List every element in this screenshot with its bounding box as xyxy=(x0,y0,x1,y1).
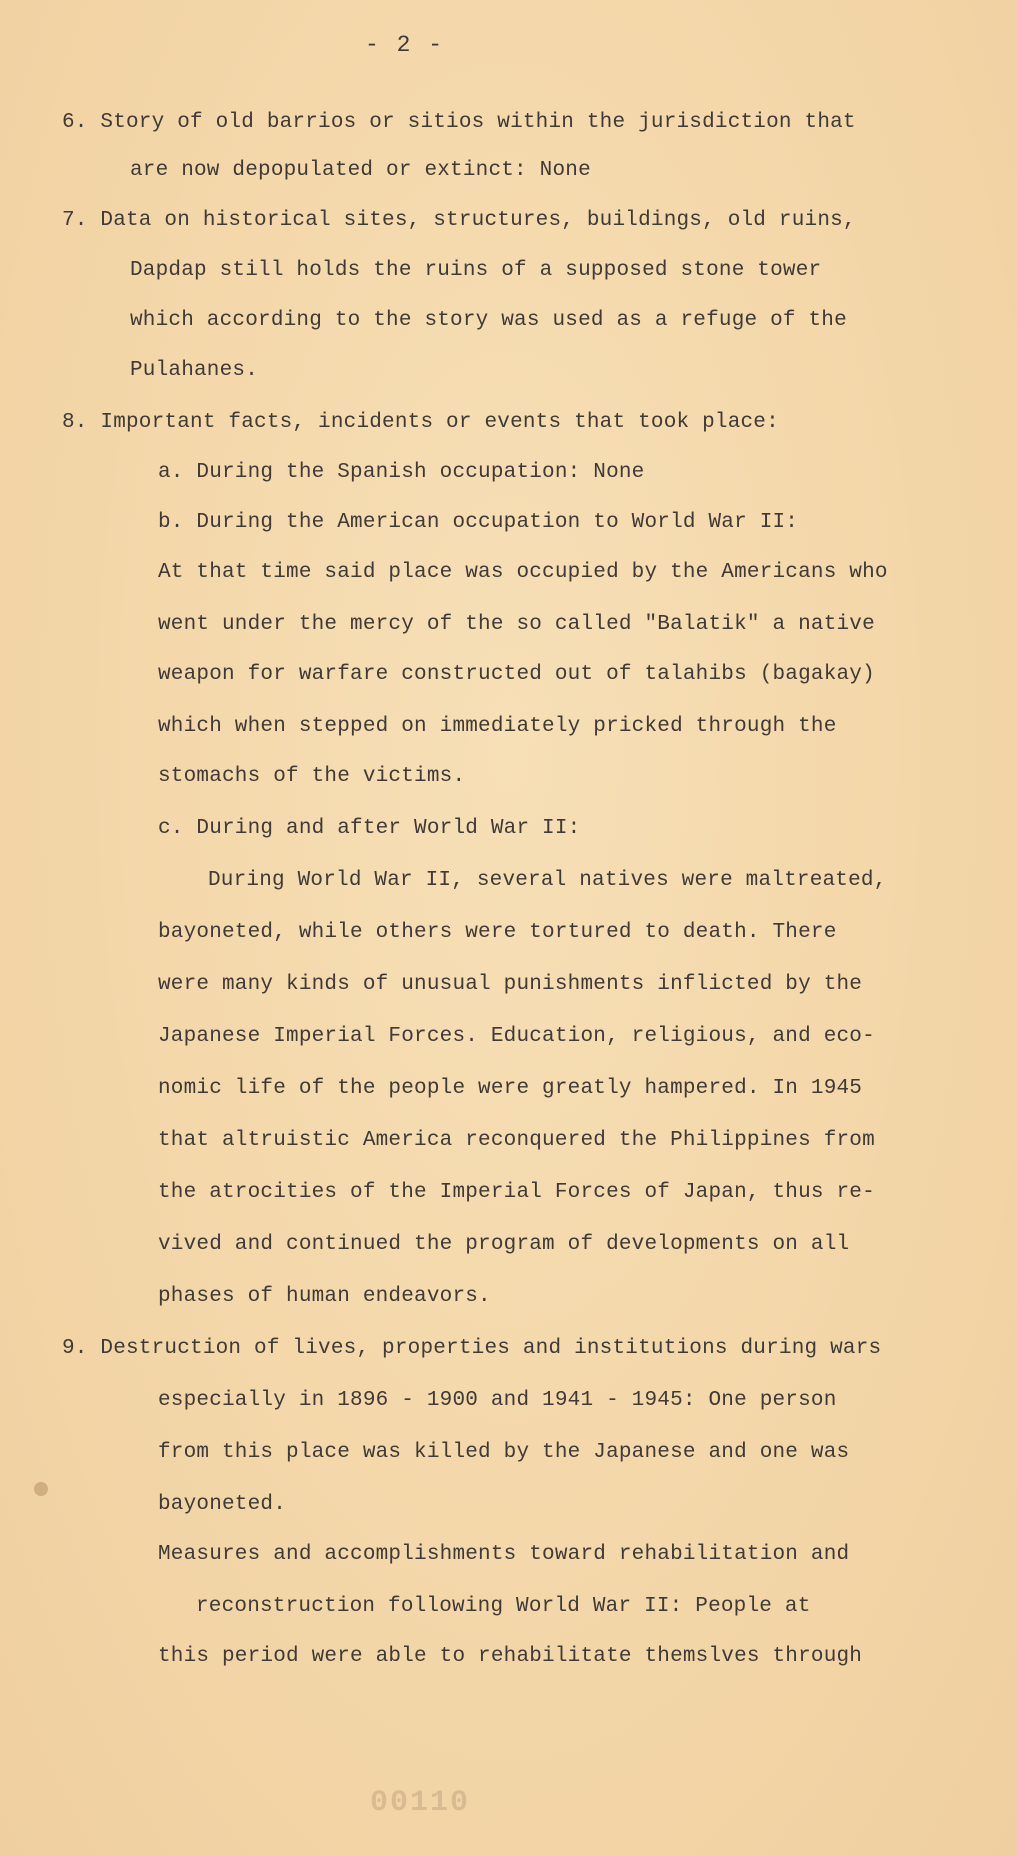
text-line: 7. Data on historical sites, structures, buildings, old ruins, xyxy=(62,209,856,232)
text-line: weapon for warfare constructed out of talahibs (bagakay) xyxy=(158,663,875,686)
text-line: 8. Important facts, incidents or events that took place: xyxy=(62,411,779,434)
text-line: the atrocities of the Imperial Forces of Japan, thus re- xyxy=(158,1181,875,1204)
text-line: reconstruction following World War II: People at xyxy=(196,1595,811,1618)
text-line: Japanese Imperial Forces. Education, religious, and eco- xyxy=(158,1025,875,1048)
text-line: phases of human endeavors. xyxy=(158,1285,491,1308)
text-line: vived and continued the program of developments on all xyxy=(158,1233,850,1256)
text-line: bayoneted, while others were tortured to death. There xyxy=(158,921,837,944)
text-line: went under the mercy of the so called "Balatik" a native xyxy=(158,613,875,636)
text-line: were many kinds of unusual punishments inflicted by the xyxy=(158,973,863,996)
text-line: especially in 1896 - 1900 and 1941 - 1945: One person xyxy=(158,1389,837,1412)
paper-stain xyxy=(34,1482,48,1496)
text-line: which according to the story was used as a refuge of the xyxy=(130,309,847,332)
text-line: nomic life of the people were greatly hampered. In 1945 xyxy=(158,1077,863,1100)
page-number: - 2 - xyxy=(365,32,445,58)
text-line: that altruistic America reconquered the Philippines from xyxy=(158,1129,875,1152)
text-line: this period were able to rehabilitate themslves through xyxy=(158,1645,863,1668)
text-line: Measures and accomplishments toward rehabilitation and xyxy=(158,1543,850,1566)
text-line: Dapdap still holds the ruins of a supposed stone tower xyxy=(130,259,822,282)
text-line: from this place was killed by the Japanese and one was xyxy=(158,1441,850,1464)
text-line: a. During the Spanish occupation: None xyxy=(158,461,645,484)
archive-stamp: 00110 xyxy=(370,1786,471,1820)
text-line: During World War II, several natives were maltreated, xyxy=(208,869,887,892)
text-line: 9. Destruction of lives, properties and institutions during wars xyxy=(62,1337,882,1360)
text-line: which when stepped on immediately pricked through the xyxy=(158,715,837,738)
text-line: 6. Story of old barrios or sitios within the jurisdiction that xyxy=(62,111,856,134)
text-line: At that time said place was occupied by the Americans who xyxy=(158,561,888,584)
text-line: Pulahanes. xyxy=(130,359,259,382)
text-line: are now depopulated or extinct: None xyxy=(130,159,591,182)
text-line: bayoneted. xyxy=(158,1493,287,1516)
text-line: b. During the American occupation to World War II: xyxy=(158,511,799,534)
text-line: c. During and after World War II: xyxy=(158,817,581,840)
text-line: stomachs of the victims. xyxy=(158,765,466,788)
